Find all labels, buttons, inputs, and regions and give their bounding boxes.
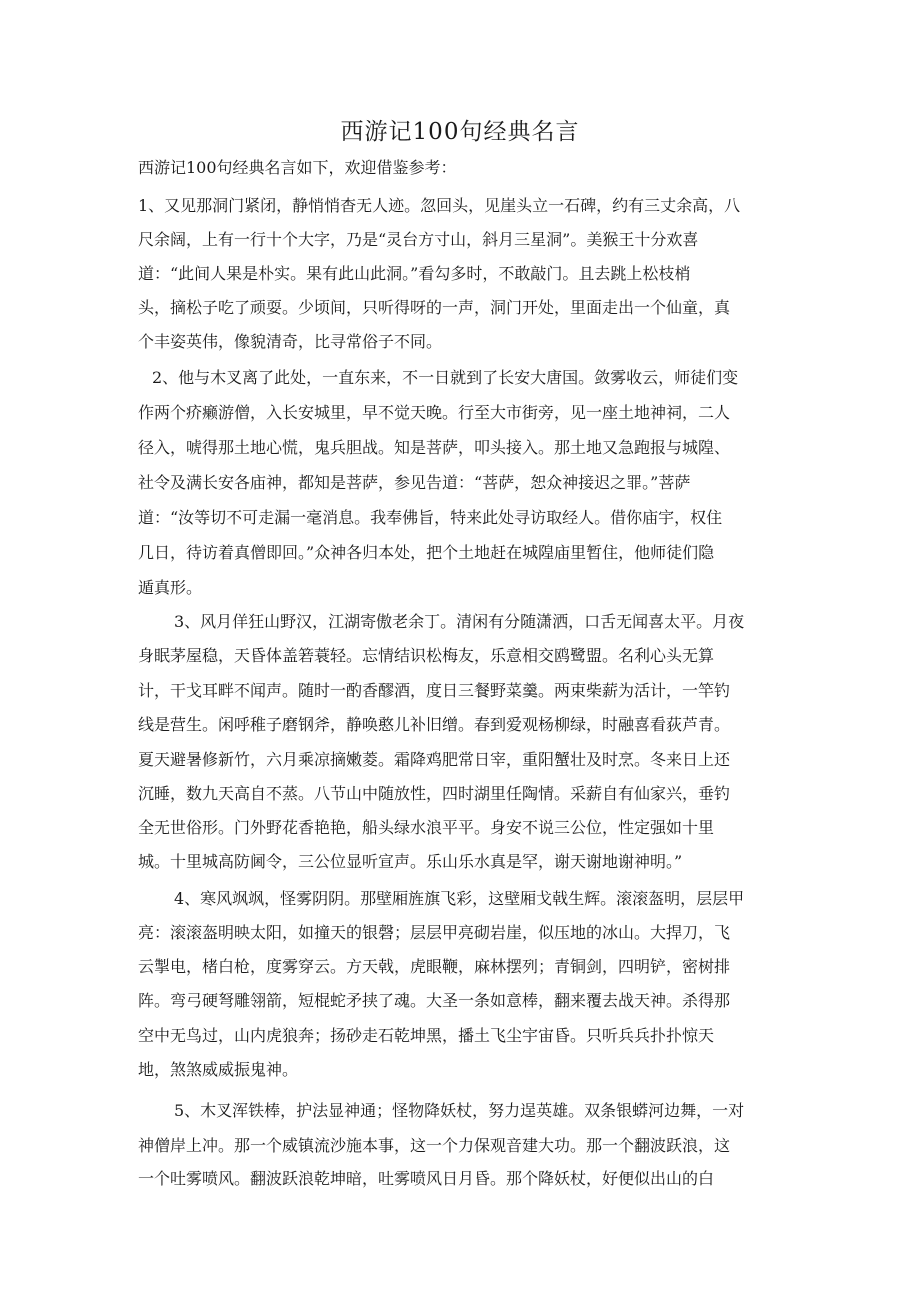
- text-line: 道：“此间人果是朴实。果有此山此洞。”看勾多时，不敢敲门。且去跳上松枝梢: [138, 264, 691, 283]
- intro-line: 西游记100句经典名言如下，欢迎借鉴参考：: [138, 158, 457, 177]
- text-line: 遁真形。: [138, 578, 203, 597]
- text-line: 个丰姿英伟，像貌清奇，比寻常俗子不同。: [138, 332, 443, 351]
- text-line: 道：“汝等切不可走漏一毫消息。我奉佛旨，特来此处寻访取经人。借你庙宇，权住: [138, 508, 723, 527]
- text-line: 计，干戈耳畔不闻声。随时一酌香醪酒，度日三餐野菜羹。两束柴薪为活计，一竿钓: [138, 681, 731, 700]
- text-line: 径入，唬得那土地心慌，鬼兵胆战。知是菩萨，叩头接入。那土地又急跑报与城隍、: [138, 438, 731, 457]
- text-line: 5、木叉浑铁棒，护法显神通；怪物降妖杖，努力逞英雄。双条银蟒河边舞，一对: [174, 1101, 745, 1120]
- text-line: 身眠茅屋稳，天昏体盖箬蓑轻。忘情结识松梅友，乐意相交鸥鹭盟。名利心头无算: [138, 646, 715, 665]
- text-line: 作两个疥癞游僧，入长安城里，早不觉天晚。行至大市街旁，见一座土地神祠，二人: [138, 403, 731, 422]
- text-line: 城。十里城高防阃令，三公位显听宣声。乐山乐水真是罕，谢天谢地谢神明。”: [138, 852, 683, 871]
- text-line: 亮：滚滚盔明映太阳，如撞天的银磬；层层甲亮砌岩崖，似压地的冰山。大捍刀，飞: [138, 923, 731, 942]
- text-line: 一个吐雾喷风。翻波跃浪乾坤暗，吐雾喷风日月昏。那个降妖杖，好便似出山的白: [138, 1169, 715, 1188]
- text-line: 3、风月佯狂山野汉，江湖寄傲老余丁。清闲有分随潇洒，口舌无闻喜太平。月夜: [174, 612, 745, 631]
- page-title: 西游记100句经典名言: [340, 119, 580, 145]
- text-line: 阵。弯弓硬弩雕翎箭，短棍蛇矛挟了魂。大圣一条如意棒，翻来覆去战天神。杀得那: [138, 991, 731, 1010]
- text-line: 社令及满长安各庙神，都知是菩萨，参见告道：“菩萨，恕众神接迟之罪。”菩萨: [138, 473, 691, 492]
- text-line: 云掣电，楮白枪，度雾穿云。方天戟，虎眼鞭，麻林摆列；青铜剑，四明铲，密树排: [138, 957, 731, 976]
- text-line: 1、又见那洞门紧闭，静悄悄杳无人迹。忽回头，见崖头立一石碑，约有三丈余高，八: [138, 196, 741, 215]
- text-line: 2、他与木叉离了此处，一直东来，不一日就到了长安大唐国。敛雾收云，师徒们变: [152, 368, 739, 387]
- text-line: 夏天避暑修新竹，六月乘凉摘嫩菱。霜降鸡肥常日宰，重阳蟹壮及时烹。冬来日上还: [138, 750, 731, 769]
- text-line: 全无世俗形。门外野花香艳艳，船头绿水浪平平。身安不说三公位，性定强如十里: [138, 818, 715, 837]
- text-line: 沉睡，数九天高自不蒸。八节山中随放性，四时湖里任陶情。采薪自有仙家兴，垂钓: [138, 784, 731, 803]
- text-line: 4、寒风飒飒，怪雾阴阴。那壁厢旌旗飞彩，这壁厢戈戟生辉。滚滚盔明，层层甲: [174, 889, 745, 908]
- text-line: 线是营生。闲呼稚子磨钢斧，静唤憨儿补旧缯。春到爱观杨柳绿，时融喜看荻芦青。: [138, 715, 731, 734]
- text-line: 几日，待访着真僧即回。”众神各归本处，把个土地赶在城隍庙里暂住，他师徒们隐: [138, 543, 715, 562]
- text-line: 空中无鸟过，山内虎狼奔；扬砂走石乾坤黑，播土飞尘宇宙昏。只听兵兵扑扑惊天: [138, 1026, 715, 1045]
- text-line: 地，煞煞威威振鬼神。: [138, 1060, 299, 1079]
- text-line: 神僧岸上冲。那一个威镇流沙施本事，这一个力保观音建大功。那一个翻波跃浪，这: [138, 1136, 731, 1155]
- text-line: 尺余阔，上有一行十个大字，乃是“灵台方寸山，斜月三星洞”。美猴王十分欢喜: [138, 230, 699, 249]
- text-line: 头，摘松子吃了顽耍。少顷间，只听得呀的一声，洞门开处，里面走出一个仙童，真: [138, 298, 731, 317]
